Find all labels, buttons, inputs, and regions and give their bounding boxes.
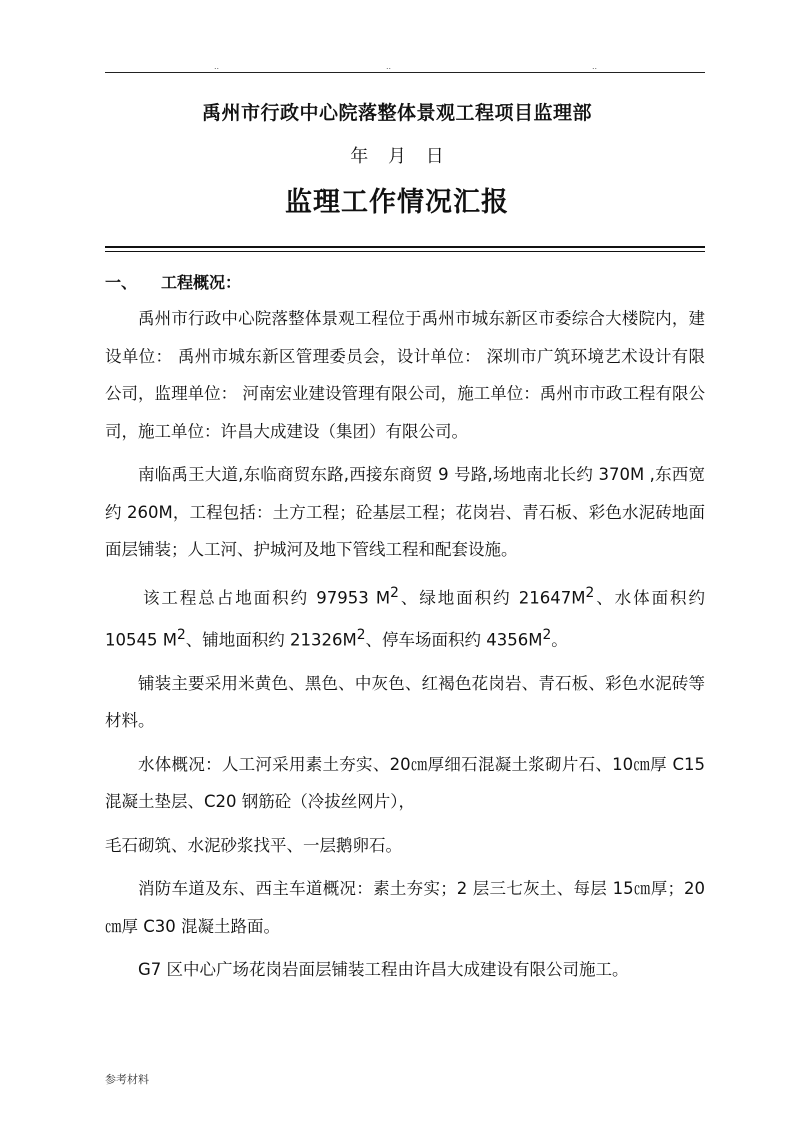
header-dots [0,62,794,72]
area-sup: 2 [176,626,186,643]
header-dot: .. [386,62,392,71]
area-sup: 2 [585,584,595,601]
area-green: 、绿地面积约 21647M [398,588,586,607]
header-rule [105,72,705,73]
area-sup: 2 [390,584,399,601]
footer-note: 参考材料 [105,1073,149,1086]
area-water: 、水体面积约 10545 M [105,588,705,649]
area-parking: 、停车场面积约 4356M [365,630,543,649]
paragraph-water: 水体概况：人工河采用素土夯实、20㎝厚细石混凝土浆砌片石、10㎝厚 C15 混凝土垫层、C20 钢筋砼（冷拔丝网片）， [105,754,705,811]
paragraph-water-cont: 毛石砌筑、水泥砂浆找平、一层鹅卵石。 [105,835,402,855]
paragraph-materials: 铺装主要采用米黄色、黑色、中灰色、红褐色花岗岩、青石板、彩色水泥砖等材料。 [105,673,705,730]
document-body [105,300,705,989]
report-title: 监理工作情况汇报 [285,187,509,218]
org-title: 禹州市行政中心院落整体景观工程项目监理部 [201,102,592,124]
date-line: 年 月 日 [350,146,444,167]
title-divider [105,246,705,252]
section-heading [105,270,241,293]
paragraph-g7: G7 区中心广场花岗岩面层铺装工程由许昌大成建设有限公司施工。 [138,960,629,979]
section-title: 工程概况： [161,273,242,292]
paragraph-roads: 消防车道及东、西主车道概况：素土夯实；2 层三七灰土、每层 15㎝厚；20㎝厚 C30 混凝土路面。 [105,879,705,936]
header-dot: .. [592,62,598,71]
area-sup: 2 [356,626,366,643]
paragraph-areas [105,575,705,659]
paragraph-overview: 禹州市行政中心院落整体景观工程位于禹州市城东新区市委综合大楼院内，建设单位： 禹州市城东新区管理委员会，设计单位： 深圳市广筑环境艺术设计有限公司，监理单位： 河南宏业建设管理有限公司，施工单位：禹州市市政工程有限公司，施工单位：许昌大成建设（集团）有限公司。 [105,309,705,441]
paragraph-location: 南临禹王大道,东临商贸东路,西接东商贸 9 号路,场地南北长约 370M ,东西宽约 260M，工程包括：土方工程；砼基层工程；花岗岩、青石板、彩色水泥砖地面面层铺装；人工河、护城河及地下管线工程和配套设施。 [105,465,705,559]
area-sup: 2 [542,626,552,643]
area-paving: 、铺地面积约 21326M [185,630,357,649]
area-end: 。 [551,630,568,649]
area-total: 该工程总占地面积约 97953 M [142,588,391,607]
section-number: 一、 [105,273,138,292]
header-dot: .. [214,62,220,71]
